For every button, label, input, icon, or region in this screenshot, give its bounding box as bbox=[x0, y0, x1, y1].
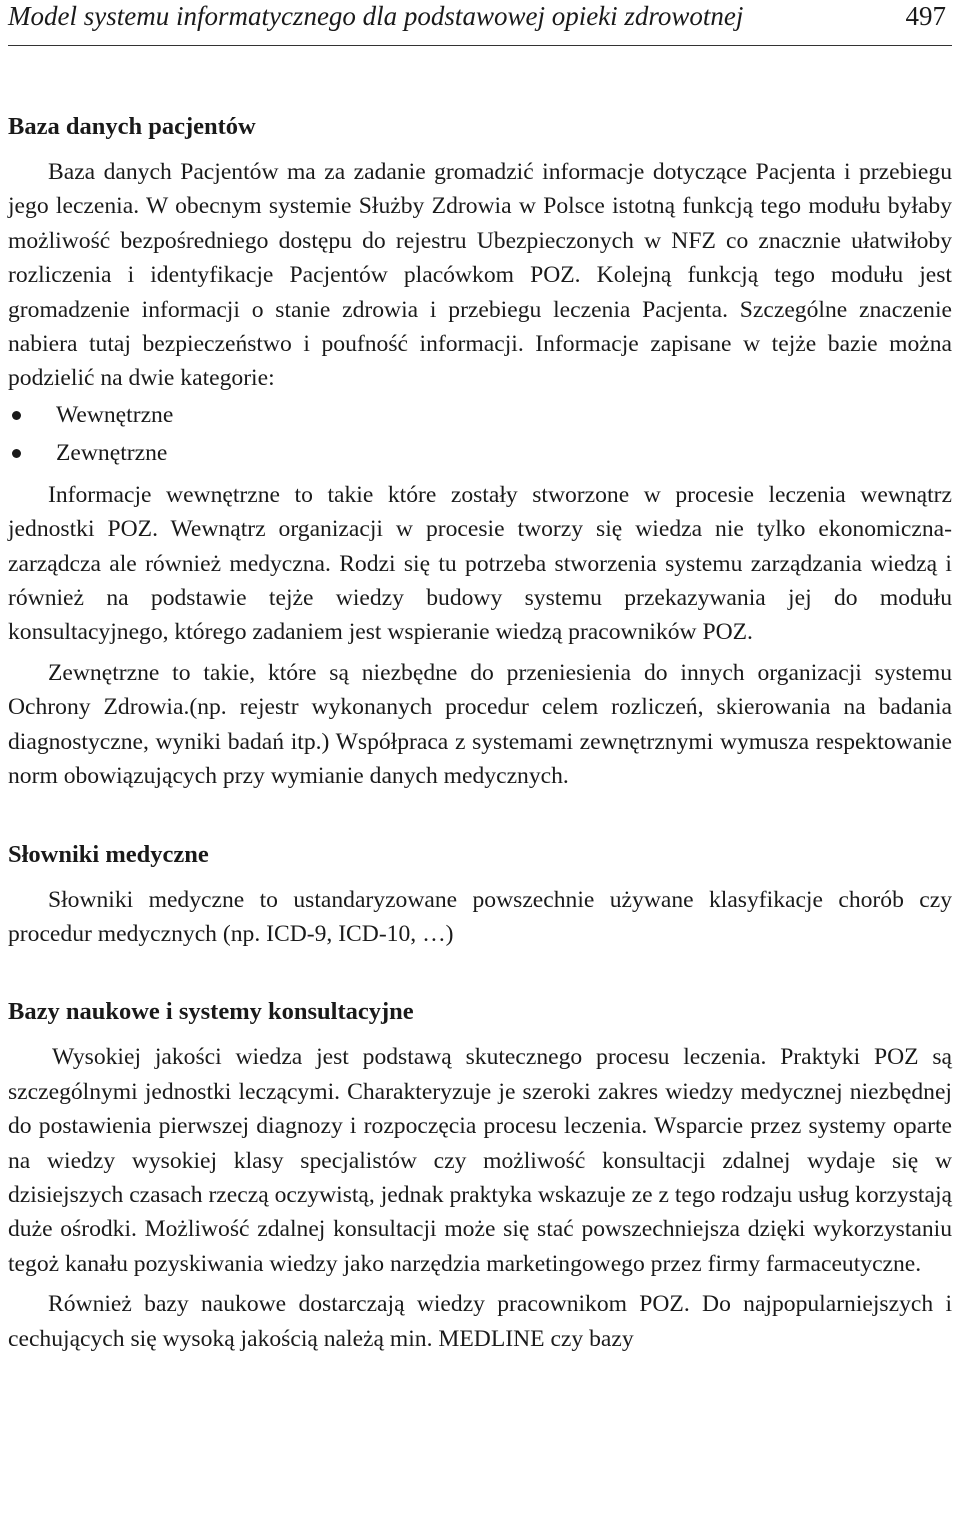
document-page bbox=[8, 0, 952, 1356]
paragraph: Informacje wewnętrzne to takie które zostały stworzone w procesie leczenia wewnątrz jednostki POZ. Wewnątrz organizacji w procesie tworzy się wiedza nie tylko ekonomiczna-zarządcza ale również medyczna. Rodzi się tu potrzeba stworzenia systemu zarządzania wiedzą i również na podstawie tejże wiedzy budowy systemu przekazywania jej do modułu konsultacyjnego, którego zadaniem jest wspieranie wiedzą pracowników POZ. bbox=[8, 481, 952, 646]
paragraph: Słowniki medyczne to ustandaryzowane powszechnie używane klasyfikacje chorób czy procedur medycznych (np. ICD-9, ICD-10, …) bbox=[8, 886, 952, 947]
section-heading: Słowniki medyczne bbox=[8, 840, 209, 868]
running-header bbox=[8, 0, 952, 46]
paragraph: Baza danych Pacjentów ma za zadanie gromadzić informacje dotyczące Pacjenta i przebiegu jego leczenia. W obecnym systemie Służby Zdrowia w Polsce istotną funkcją tego modułu byłaby możliwość bezpośredniego dostępu do rejestru Ubezpieczonych w NFZ co znacznie ułatwiłoby rozliczenia i identyfikacje Pacjentów placówkom POZ. Kolejną funkcją tego modułu jest gromadzenie informacji o stanie zdrowia i przebiegu leczenia Pacjenta. Szczególne znaczenie nabiera tutaj bezpieczeństwo i poufność informacji. Informacje zapisane w tejże bazie można podzielić na dwie kategorie: bbox=[8, 159, 952, 392]
section-scientific-databases bbox=[8, 995, 952, 1356]
section-patient-database bbox=[8, 110, 952, 794]
running-title: Model systemu informatycznego dla podstawowej opieki zdrowotnej bbox=[8, 1, 744, 31]
paragraph: Zewnętrzne to takie, które są niezbędne do przeniesienia do innych organizacji systemu Ochrony Zdrowia.(np. rejestr wykonanych procedur celem rozliczeń, skierowania na badania diagnostyczne, wyniki badań itp.) Współpraca z systemami zewnętrznymi wymusza respektowanie norm obowiązujących przy wymianie danych medycznych. bbox=[8, 659, 952, 790]
bullet-icon bbox=[12, 449, 21, 458]
section-heading: Baza danych pacjentów bbox=[8, 113, 256, 140]
section-heading: Bazy naukowe i systemy konsultacyjne bbox=[8, 998, 414, 1026]
bullet-icon bbox=[12, 411, 21, 420]
page-number: 497 bbox=[905, 1, 946, 31]
category-list bbox=[8, 396, 952, 472]
paragraph: Również bazy naukowe dostarczają wiedzy pracownikom POZ. Do najpopularniejszych i cechujących się wysoką jakością należą min. MEDLINE czy bazy bbox=[8, 1291, 952, 1352]
paragraph: Wysokiej jakości wiedza jest podstawą skutecznego procesu leczenia. Praktyki POZ są szczególnymi jednostki leczącymi. Charakteryzuje je szeroki zakres wiedzy medycznej niezbędnej do postawienia pierwszej diagnozy i rozpoczęcia procesu leczenia. Wsparcie przez systemy oparte na wiedzy wysokiej klasy specjalistów czy możliwość konsultacji zdalnej wydaje się w dzisiejszych czasach rzeczą oczywistą, jednak praktyka wskazuje ze z tego rodzaju usług korzystają duże ośrodki. Możliwość zdalnej konsultacji może się stać powszechniejsza dzięki wykorzystaniu tegoż kanału pozyskiwania wiedzy jako narzędzia marketingowego przez firmy farmaceutyczne. bbox=[8, 1044, 952, 1277]
section-medical-dictionaries bbox=[8, 838, 952, 952]
list-item: Wewnętrzne bbox=[8, 396, 952, 434]
list-item: Zewnętrzne bbox=[8, 434, 952, 472]
